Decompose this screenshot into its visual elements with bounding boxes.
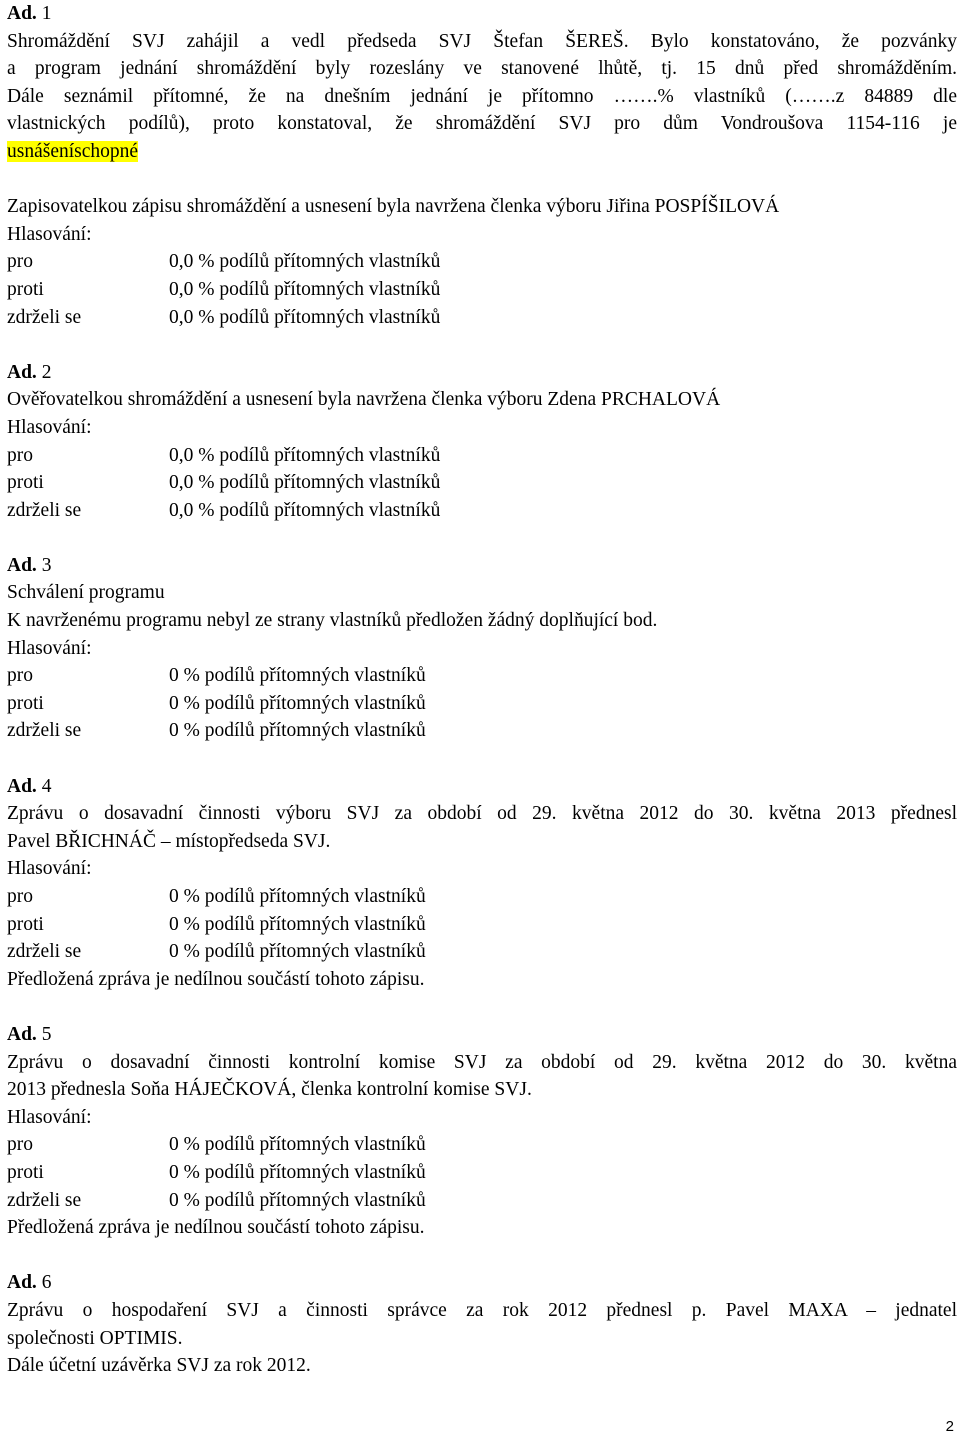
quorum-status	[7, 138, 957, 166]
vote-value: 0 % podílů přítomných vlastníků	[169, 665, 426, 687]
vote-value: 0,0 % podílů přítomných vlastníků	[169, 278, 441, 300]
vote-value: 0 % podílů přítomných vlastníků	[169, 692, 426, 714]
vote-row-zdrzeli	[7, 717, 957, 745]
vote-value: 0,0 % podílů přítomných vlastníků	[169, 306, 441, 328]
vote-row-proti	[7, 911, 957, 939]
voting-label: Hlasování:	[7, 1106, 92, 1128]
vote-row-proti	[7, 690, 957, 718]
vote-label: pro	[7, 1134, 33, 1156]
section-title: Ad. 3	[7, 554, 52, 576]
vote-row-pro	[7, 248, 957, 276]
vote-row-zdrzeli	[7, 304, 957, 332]
vote-value: 0 % podílů přítomných vlastníků	[169, 941, 426, 963]
vote-label: pro	[7, 251, 33, 273]
vote-label: zdrželi se	[7, 1189, 82, 1211]
vote-value: 0 % podílů přítomných vlastníků	[169, 720, 426, 742]
vote-label: pro	[7, 444, 33, 466]
report-note: Předložená zpráva je nedílnou součástí tohoto zápisu.	[7, 968, 425, 990]
voting-label: Hlasování:	[7, 223, 92, 245]
paragraph-line: Shromáždění SVJ zahájil a vedl předseda SVJ Štefan ŠEREŠ. Bylo konstatováno, že pozvánky	[7, 30, 957, 52]
section-title: Ad. 4	[7, 775, 52, 797]
voting-label: Hlasování:	[7, 416, 92, 438]
paragraph-line: 2013 přednesla Soňa HÁJEČKOVÁ, členka kontrolní komise SVJ.	[7, 1079, 532, 1101]
vote-label: proti	[7, 278, 44, 300]
vote-row-proti	[7, 469, 957, 497]
voting-label: Hlasování:	[7, 637, 92, 659]
vote-row-pro	[7, 883, 957, 911]
vote-value: 0,0 % podílů přítomných vlastníků	[169, 444, 441, 466]
vote-value: 0 % podílů přítomných vlastníků	[169, 913, 426, 935]
vote-label: proti	[7, 472, 44, 494]
section-ad-1	[7, 0, 957, 331]
vote-row-pro	[7, 662, 957, 690]
section-ad-5	[7, 1021, 957, 1242]
section-ad-2	[7, 359, 957, 525]
vote-label: zdrželi se	[7, 306, 82, 328]
paragraph-line: Dále účetní uzávěrka SVJ za rok 2012.	[7, 1355, 311, 1377]
paragraph-line: a program jednání shromáždění byly rozeslány ve stanovené lhůtě, tj. 15 dnů před shromážděním.	[7, 58, 957, 80]
page-number: 2	[945, 1418, 954, 1435]
vote-row-pro	[7, 1131, 957, 1159]
voting-label: Hlasování:	[7, 858, 92, 880]
paragraph-line: Ověřovatelkou shromáždění a usnesení byla navržena členka výboru Zdena PRCHALOVÁ	[7, 389, 721, 411]
vote-row-zdrzeli	[7, 938, 957, 966]
vote-value: 0,0 % podílů přítomných vlastníků	[169, 251, 441, 273]
section-title: Ad. 1	[7, 3, 52, 24]
vote-label: proti	[7, 913, 44, 935]
vote-value: 0 % podílů přítomných vlastníků	[169, 1134, 426, 1156]
vote-value: 0 % podílů přítomných vlastníků	[169, 886, 426, 907]
section-ad-3	[7, 552, 957, 745]
paragraph-line: K navrženému programu nebyl ze strany vlastníků předložen žádný doplňující bod.	[7, 610, 658, 632]
vote-row-pro	[7, 442, 957, 470]
vote-row-zdrzeli	[7, 497, 957, 525]
report-note: Předložená zpráva je nedílnou součástí tohoto zápisu.	[7, 1217, 425, 1239]
paragraph-line: vlastnických podílů), proto konstatoval, že shromáždění SVJ pro dům Vondroušova 1154-116 je	[7, 113, 957, 135]
vote-row-proti	[7, 276, 957, 304]
highlighted-text: usnášeníschopné	[7, 140, 139, 162]
vote-row-proti	[7, 1159, 957, 1187]
paragraph-line: Dále seznámil přítomné, že na dnešním jednání je přítomno …….% vlastníků (…….z 84889 dle	[7, 85, 957, 107]
section-title: Ad. 2	[7, 361, 52, 383]
vote-label: proti	[7, 692, 44, 714]
vote-value: 0,0 % podílů přítomných vlastníků	[169, 472, 441, 494]
paragraph-line: Pavel BŘICHNÁČ – místopředseda SVJ.	[7, 830, 331, 852]
vote-label: zdrželi se	[7, 941, 82, 963]
vote-label: pro	[7, 665, 33, 687]
section-ad-4	[7, 773, 957, 994]
section-title: Ad. 5	[7, 1023, 52, 1045]
recorder-line: Zapisovatelkou zápisu shromáždění a usnesení byla navržena členka výboru Jiřina POSPÍŠILOVÁ	[7, 196, 780, 218]
vote-value: 0 % podílů přítomných vlastníků	[169, 1161, 426, 1183]
vote-value: 0,0 % podílů přítomných vlastníků	[169, 499, 441, 521]
vote-row-zdrzeli	[7, 1187, 957, 1215]
vote-value: 0 % podílů přítomných vlastníků	[169, 1189, 426, 1211]
section-ad-6	[7, 1269, 957, 1379]
paragraph-line: Schválení programu	[7, 582, 165, 604]
section-title: Ad. 6	[7, 1272, 52, 1294]
paragraph-line: Zprávu o dosavadní činnosti kontrolní komise SVJ za období od 29. května 2012 do 30. května	[7, 1051, 957, 1073]
vote-label: zdrželi se	[7, 499, 82, 521]
paragraph-line: Zprávu o dosavadní činnosti výboru SVJ za období od 29. května 2012 do 30. května 2013 přednesl	[7, 803, 957, 825]
document-page	[7, 0, 957, 1380]
paragraph-line: Zprávu o hospodaření SVJ a činnosti správce za rok 2012 přednesl p. Pavel MAXA – jednatel	[7, 1299, 957, 1321]
vote-label: pro	[7, 886, 33, 907]
paragraph-line: společnosti OPTIMIS.	[7, 1327, 183, 1349]
vote-label: proti	[7, 1161, 44, 1183]
vote-label: zdrželi se	[7, 720, 82, 742]
